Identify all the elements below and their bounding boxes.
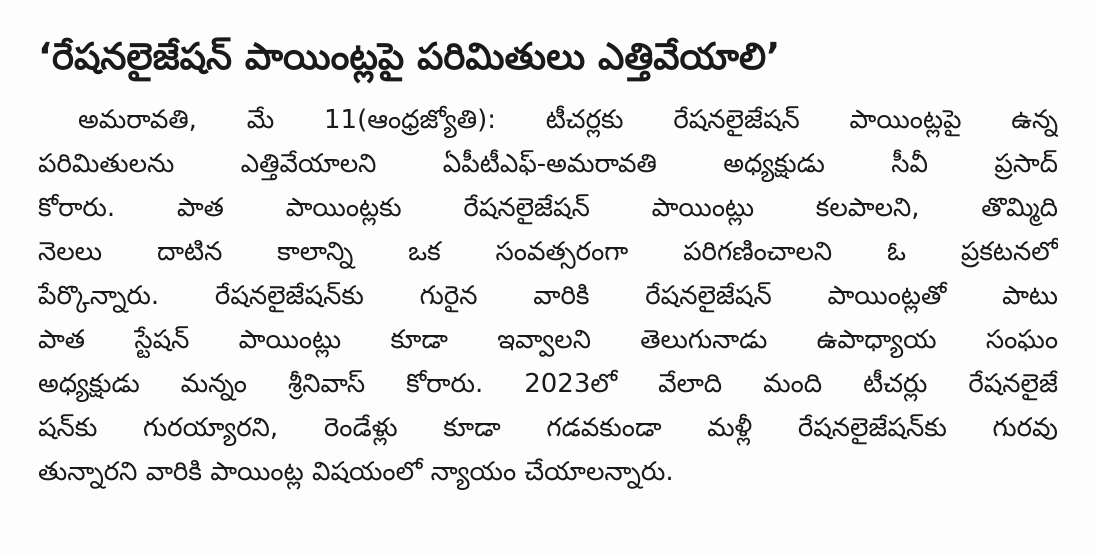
article-line-1: అమరావతి, మే 11(ఆంధ్రజ్యోతి): టీచర్లకు రేషనలైజేషన్ పాయింట్లపై ఉన్న [78, 105, 1058, 135]
article-line-3: కోరారు. పాత పాయింట్లకు రేషనలైజేషన్ పాయింట్లు కలపాలని, తొమ్మిది [38, 193, 1058, 223]
article-line-4: నెలలు దాటిన కాలాన్ని ఒక సంవత్సరంగా పరిగణించాలని ఓ ప్రకటనలో [38, 237, 1058, 267]
article-line-9: తున్నారని వారికి పాయింట్ల విషయంలో న్యాయం చేయాలన్నారు. [38, 457, 674, 487]
article-line-2: పరిమితులను ఎత్తివేయాలని ఏపీటీఎఫ్-అమరావతి అధ్యక్షుడు సీవీ ప్రసాద్ [38, 149, 1058, 179]
article-line-8: షన్‌కు గురయ్యారని, రెండేళ్లు కూడా గడవకుండా మళ్లీ రేషనలైజేషన్‌కు గురవు [38, 413, 1058, 443]
article-line-6: పాత స్టేషన్ పాయింట్లు కూడా ఇవ్వాలని తెలుగునాడు ఉపాధ్యాయ సంఘం [38, 325, 1058, 355]
article-headline: ‘రేషనలైజేషన్ పాయింట్లపై పరిమితులు ఎత్తివేయాలి’ [38, 35, 781, 78]
article-body [38, 98, 1058, 494]
article-line-5: పేర్కొన్నారు. రేషనలైజేషన్‌కు గురైన వారికి రేషనలైజేషన్ పాయింట్లతో పాటు [38, 281, 1058, 311]
article-line-7: అధ్యక్షుడు మన్నం శ్రీనివాస్ కోరారు. 2023లో వేలాది మంది టీచర్లు రేషనలైజే [38, 369, 1058, 399]
